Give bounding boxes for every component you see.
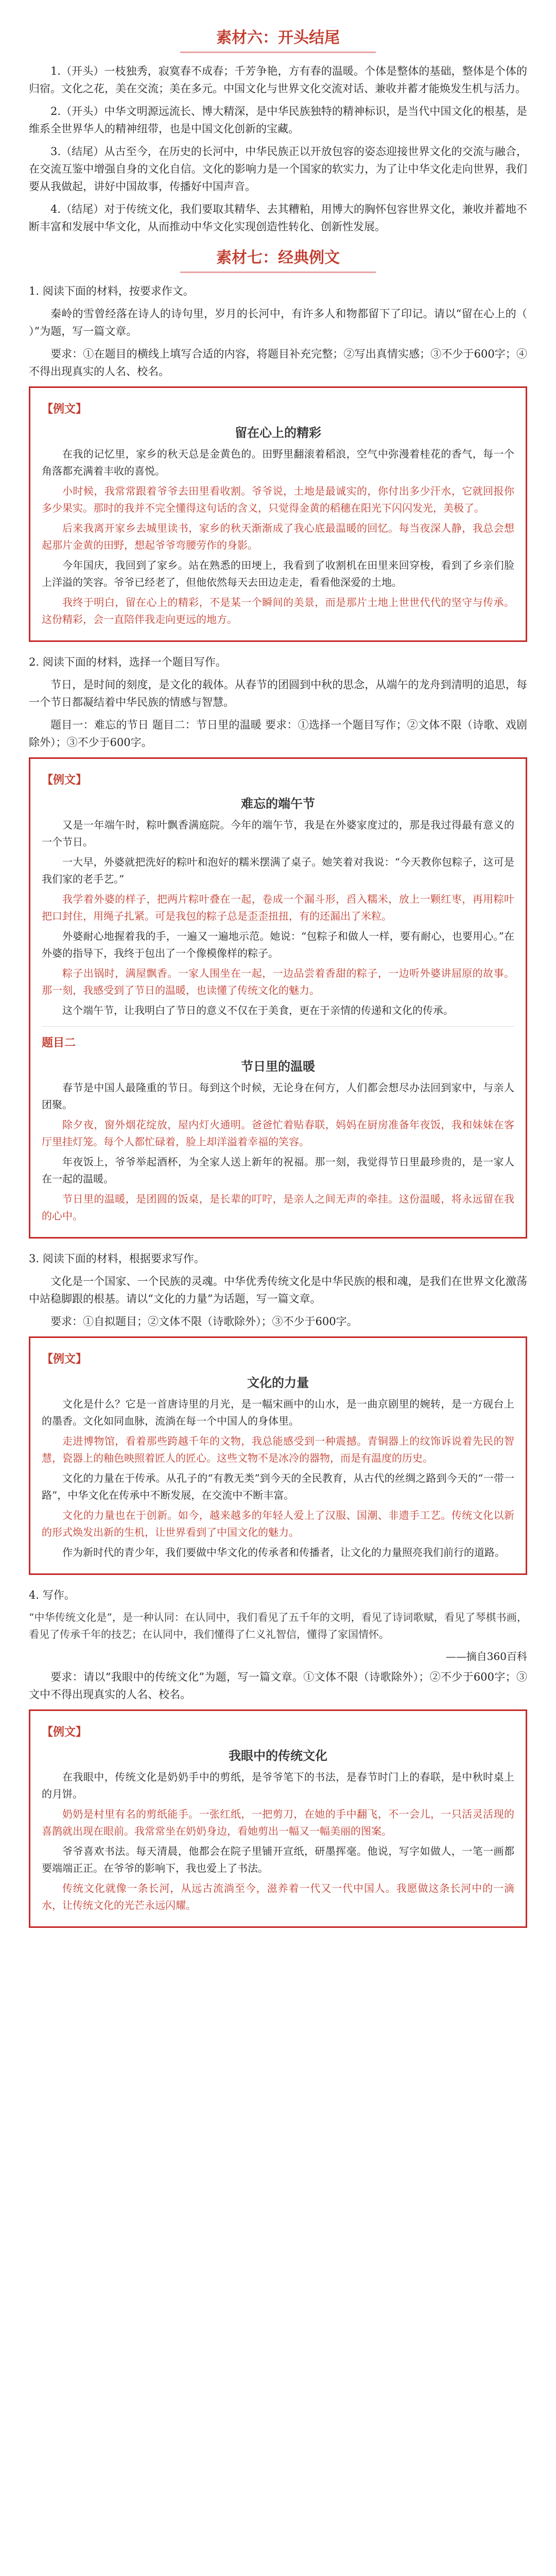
essay-body bbox=[42, 446, 514, 628]
section-7 bbox=[29, 245, 527, 1928]
prompt-1-requirements: 要求：①在题目的横线上填写合适的内容，将题目补充完整；②写出真情实感；③不少于600字；④不得出现真实的人名、校名。 bbox=[29, 348, 527, 378]
section-6-item: 3.（结尾）从古至今，在历史的长河中，中华民族正以开放包容的姿态迎接世界文化的交流与融合，在交流互鉴中增强自身的文化自信。文化的影响力是一个国家的软实力，为了让中华文化走向世界，我们要从我做起，讲好中国故事，传播好中国声音。 bbox=[29, 145, 527, 193]
essay-paragraph: 奶奶是村里有名的剪纸能手。一张红纸，一把剪刀，在她的手中翻飞，不一会儿，一只活灵活现的喜鹊就出现在眼前。我常常坐在奶奶身边，看她剪出一幅又一幅美丽的图案。 bbox=[42, 1808, 514, 1837]
prompt-2-requirements: 题目一：难忘的节日 题目二：节日里的温暖 要求：①选择一个题目写作；②文体不限（诗歌、戏剧除外）；③不少于600字。 bbox=[29, 719, 527, 749]
essay-title: 留在心上的精彩 bbox=[235, 425, 321, 440]
essay-paragraph: 后来我离开家乡去城里读书，家乡的秋天渐渐成了我心底最温暖的回忆。每当夜深人静，我总会想起那片金黄的田野，想起爷爷弯腰劳作的身影。 bbox=[42, 522, 514, 551]
sample-essay-5 bbox=[29, 1709, 527, 1928]
sample-label: 【例文】 bbox=[42, 1725, 88, 1739]
essay-paragraph: 年夜饭上，爷爷举起酒杯，为全家人送上新年的祝福。那一刻，我觉得节日里最珍贵的，是一家人在一起的温暖。 bbox=[42, 1156, 514, 1185]
section-6-item: 1.（开头）一枝独秀，寂寞春不成春；千芳争艳，方有春的温暖。个体是整体的基础，整体是个体的归宿。文化之花，美在交流；美在多元。中国文化与世界文化交流对话、兼收并蓄才能焕发生机与活力。 bbox=[29, 65, 527, 95]
essay-paragraph: 又是一年端午时，粽叶飘香满庭院。今年的端午节，我是在外婆家度过的，那是我过得最有意义的一个节日。 bbox=[42, 819, 514, 848]
essay-title: 难忘的端午节 bbox=[241, 796, 315, 811]
section-6-title: 素材六：开头结尾 bbox=[216, 29, 340, 47]
essay-paragraph: 一大早，外婆就把洗好的粽叶和泡好的糯米摆满了桌子。她笑着对我说：“今天教你包粽子，这可是我们家的老手艺。” bbox=[42, 856, 514, 885]
essay-paragraph: 在我眼中，传统文化是奶奶手中的剪纸，是爷爷笔下的书法，是春节时门上的春联，是中秋时桌上的月饼。 bbox=[42, 1771, 514, 1800]
section-6-item: 2.（开头）中华文明源远流长、博大精深，是中华民族独特的精神标识，是当代中国文化的根基，是维系全世界华人的精神纽带，也是中国文化创新的宝藏。 bbox=[29, 105, 527, 135]
essay-paragraph: 这个端午节，让我明白了节日的意义不仅在于美食，更在于亲情的传递和文化的传承。 bbox=[62, 1004, 454, 1016]
essay-paragraph: 粽子出锅时，满屋飘香。一家人围坐在一起，一边品尝着香甜的粽子，一边听外婆讲屈原的故事。那一刻，我感受到了节日的温暖，也读懂了传统文化的魅力。 bbox=[42, 967, 514, 996]
essay-title: 我眼中的传统文化 bbox=[229, 1748, 327, 1763]
prompt-4-poem: “中华传统文化是”，是一种认同：在认同中，我们看见了五千年的文明，看见了诗词歌赋，看见了琴棋书画，看见了传承千年的技艺；在认同中，我们懂得了仁义礼智信，懂得了家国情怀。 bbox=[29, 1611, 527, 1640]
essay-paragraph: 我学着外婆的样子，把两片粽叶叠在一起，卷成一个漏斗形，舀入糯米，放上一颗红枣，再用粽叶把口封住，用绳子扎紧。可是我包的粽子总是歪歪扭扭，有的还漏出了米粒。 bbox=[42, 893, 514, 922]
sample-label: 【例文】 bbox=[42, 1352, 88, 1366]
prompt-3-requirements: 要求：①自拟题目；②文体不限（诗歌除外）；③不少于600字。 bbox=[50, 1315, 358, 1328]
prompt-2: 2. 阅读下面的材料，选择一个题目写作。 bbox=[29, 656, 227, 668]
sample-label: 【例文】 bbox=[42, 402, 88, 416]
prompt-4: 4. 写作。 bbox=[29, 1589, 75, 1601]
essay-paragraph: 文化的力量在于传承。从孔子的“有教无类”到今天的全民教育，从古代的丝绸之路到今天的“一带一路”，中华文化在传承中不断发展，在交流中不断丰富。 bbox=[42, 1472, 514, 1501]
essay-paragraph: 走进博物馆，看着那些跨越千年的文物，我总能感受到一种震撼。青铜器上的纹饰诉说着先民的智慧，瓷器上的釉色映照着匠人的匠心。这些文物不是冰冷的器物，而是有温度的历史。 bbox=[42, 1435, 514, 1464]
section-6-item: 4.（结尾）对于传统文化，我们要取其精华、去其糟粕，用博大的胸怀包容世界文化，兼收并蓄地不断丰富和发展中华文化，从而推动中华文化实现创造性转化、创新性发展。 bbox=[29, 203, 527, 233]
essay-body bbox=[42, 1769, 514, 1914]
essay-paragraph: 春节是中国人最隆重的节日。每到这个时候，无论身在何方，人们都会想尽办法回到家中，与亲人团聚。 bbox=[42, 1081, 514, 1111]
prompt-2-body: 节日，是时间的刻度，是文化的载体。从春节的团圆到中秋的思念，从端午的龙舟到清明的追思，每一个节日都凝结着中华民族的情感与智慧。 bbox=[29, 679, 527, 708]
essay-paragraph: 小时候，我常常跟着爷爷去田里看收割。爷爷说，土地是最诚实的，你付出多少汗水，它就回报你多少果实。那时的我并不完全懂得这句话的含义，只觉得金黄的稻穗在阳光下闪闪发光，美极了。 bbox=[42, 485, 514, 514]
essay-paragraph: 文化的力量也在于创新。如今，越来越多的年轻人爱上了汉服、国潮、非遗手工艺。传统文化以新的形式焕发出新的生机，让世界看到了中国文化的魅力。 bbox=[42, 1509, 514, 1538]
essay-paragraph: 作为新时代的青少年，我们要做中华文化的传承者和传播者，让文化的力量照亮我们前行的道路。 bbox=[62, 1546, 505, 1558]
essay-title: 节日里的温暖 bbox=[241, 1059, 315, 1074]
essay-body bbox=[42, 1396, 514, 1561]
section-7-title: 素材七：经典例文 bbox=[216, 249, 340, 267]
sample-label: 【例文】 bbox=[42, 773, 88, 787]
essay-paragraph: 节日里的温暖，是团圆的饭桌，是长辈的叮咛，是亲人之间无声的牵挂。这份温暖，将永远留在我的心中。 bbox=[42, 1193, 514, 1222]
sample-essay-2 bbox=[29, 757, 527, 1239]
title-divider bbox=[180, 52, 376, 53]
prompt-3-body: 文化是一个国家、一个民族的灵魂。中华优秀传统文化是中华民族的根和魂，是我们在世界文化激荡中站稳脚跟的根基。请以“文化的力量”为话题，写一篇文章。 bbox=[29, 1275, 527, 1305]
section-6 bbox=[29, 25, 527, 235]
prompt-1-body: 秦岭的雪曾经落在诗人的诗句里，岁月的长河中，有许多人和物都留下了印记。请以“留在心上的（ ）”为题，写一篇文章。 bbox=[29, 308, 527, 337]
essay-paragraph: 外婆耐心地握着我的手，一遍又一遍地示范。她说：“包粽子和做人一样，要有耐心，也要用心。”在外婆的指导下，我终于包出了一个像模像样的粽子。 bbox=[42, 930, 514, 959]
essay-paragraph: 爷爷喜欢书法。每天清晨，他都会在院子里铺开宣纸，研墨挥毫。他说，写字如做人，一笔一画都要端端正正。在爷爷的影响下，我也爱上了书法。 bbox=[42, 1845, 514, 1874]
sample-essay-1 bbox=[29, 386, 527, 642]
sample-essay-4 bbox=[29, 1336, 527, 1575]
essay-paragraph: 除夕夜，窗外烟花绽放，屋内灯火通明。爸爸忙着贴春联，妈妈在厨房准备年夜饭，我和妹妹在客厅里挂灯笼。每个人都忙碌着，脸上却洋溢着幸福的笑容。 bbox=[42, 1118, 514, 1148]
prompt-4-requirements: 要求：请以“我眼中的传统文化”为题，写一篇文章。①文体不限（诗歌除外）；②不少于600字；③文中不得出现真实的人名、校名。 bbox=[29, 1671, 527, 1701]
prompt-1: 1. 阅读下面的材料，按要求作文。 bbox=[29, 285, 194, 297]
essay-body bbox=[42, 817, 514, 1019]
essay-paragraph: 传统文化就像一条长河，从远古流淌至今，滋养着一代又一代中国人。我愿做这条长河中的一滴水，让传统文化的光芒永远闪耀。 bbox=[42, 1882, 514, 1911]
essay-paragraph: 我终于明白，留在心上的精彩，不是某一个瞬间的美景，而是那片土地上世世代代的坚守与传承。这份精彩，会一直陪伴我走向更远的地方。 bbox=[42, 596, 514, 625]
essay-paragraph: 文化是什么？它是一首唐诗里的月光，是一幅宋画中的山水，是一曲京剧里的婉转，是一方砚台上的墨香。文化如同血脉，流淌在每一个中国人的身体里。 bbox=[42, 1398, 514, 1427]
sample-label: 题目二 bbox=[42, 1036, 76, 1049]
prompt-3: 3. 阅读下面的材料，根据要求写作。 bbox=[29, 1252, 205, 1265]
essay-paragraph: 在我的记忆里，家乡的秋天总是金黄色的。田野里翻滚着稻浪，空气中弥漫着桂花的香气，每一个角落都充满着丰收的喜悦。 bbox=[42, 448, 514, 477]
essay-body bbox=[42, 1079, 514, 1225]
divider bbox=[42, 1026, 514, 1027]
poem-source: ——摘自360百科 bbox=[445, 1650, 527, 1663]
essay-title: 文化的力量 bbox=[247, 1375, 309, 1390]
title-divider bbox=[180, 272, 376, 273]
essay-paragraph: 今年国庆，我回到了家乡。站在熟悉的田埂上，我看到了收割机在田里来回穿梭，看到了乡亲们脸上洋溢的笑容。爷爷已经老了，但他依然每天去田边走走，看看他深爱的土地。 bbox=[42, 559, 514, 588]
